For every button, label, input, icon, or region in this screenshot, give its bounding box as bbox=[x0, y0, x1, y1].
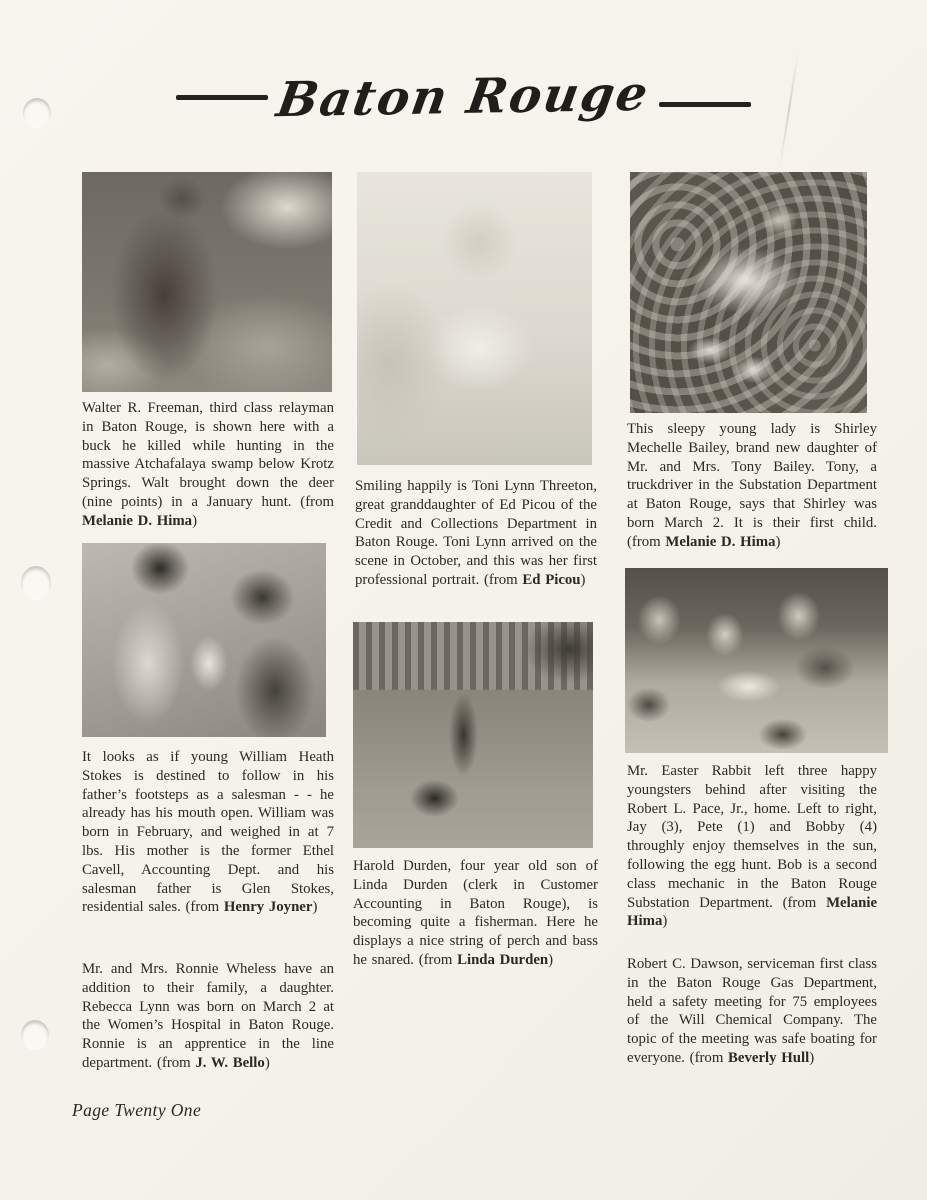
caption-durden-from: (from bbox=[418, 951, 453, 968]
caption-stokes bbox=[82, 748, 334, 917]
caption-threeton bbox=[355, 477, 597, 590]
caption-bailey-close: ) bbox=[775, 533, 781, 550]
credit-name: Ed Picou bbox=[522, 571, 581, 588]
caption-threeton-from: (from bbox=[483, 571, 518, 588]
caption-dawson-from: (from bbox=[689, 1049, 724, 1066]
page-footer: Page Twenty One bbox=[72, 1100, 202, 1120]
punch-hole-middle bbox=[21, 566, 51, 600]
photo-freeman-deer bbox=[82, 172, 332, 392]
caption-dawson-body: Robert C. Dawson, serviceman first class in the Baton Rouge Gas Department, held a safety meeting for 75 employees of the Will Chemical Company. The topic of the meeting was safe boating for everyone. bbox=[627, 956, 877, 1066]
credit-name: Henry Joyner bbox=[223, 899, 313, 916]
caption-bailey-body: This sleepy young lady is Shirley Mechelle Bailey, brand new daughter of Mr. and Mrs. Tony Bailey. Tony, a truckdriver in the Substation Department at Baton Rouge, says that Shirley was born March 2. It is their first child. bbox=[627, 421, 877, 531]
caption-threeton-close: ) bbox=[580, 571, 586, 588]
caption-dawson-close: ) bbox=[809, 1049, 815, 1066]
caption-pace-from: (from bbox=[782, 894, 817, 911]
photo-pace-easter-children bbox=[625, 568, 888, 753]
caption-wheless bbox=[82, 960, 334, 1073]
caption-freeman bbox=[82, 399, 334, 531]
photo-threeton-baby bbox=[357, 172, 592, 465]
caption-wheless-close: ) bbox=[264, 1054, 270, 1071]
credit-name: Linda Durden bbox=[457, 951, 549, 968]
credit-name: Melanie Hima bbox=[627, 894, 878, 930]
caption-stokes-close: ) bbox=[312, 899, 318, 916]
caption-pace-body: Mr. Easter Rabbit left three happy youngsters behind after visiting the Robert L. Pace, Jr., home. Left to right, Jay (3), Pete (1) and Bobby (4) throughly enjoy themselves in the sun, following the egg hunt. Bob is a second class mechanic in the Baton Rouge Substation Department. bbox=[627, 763, 877, 911]
caption-wheless-from: (from bbox=[156, 1054, 191, 1071]
credit-name: Beverly Hull bbox=[728, 1049, 810, 1066]
caption-pace bbox=[627, 762, 877, 931]
caption-dawson bbox=[627, 955, 877, 1068]
caption-stokes-body: It looks as if young William Heath Stokes is destined to follow in his father’s footsteps as a salesman - - he already has his mouth open. William was born in February, and weighed in at 7 lbs. His mother is the former Ethel Cavell, Accounting Dept. and his salesman father is Glen Stokes, residential sales. bbox=[82, 749, 334, 916]
caption-bailey-from: (from bbox=[627, 533, 661, 550]
title-rule-left bbox=[176, 95, 268, 100]
photo-bailey-sleeping-baby bbox=[630, 172, 867, 413]
caption-durden-body: Harold Durden, four year old son of Linda Durden (clerk in Customer Accounting in Baton Rouge), is becoming quite a fisherman. Here he displays a nice string of perch and bass he snared. bbox=[353, 858, 598, 968]
caption-durden-close: ) bbox=[548, 951, 554, 968]
caption-wheless-body: Mr. and Mrs. Ronnie Wheless have an addition to their family, a daughter. Rebecca Lynn was born on March 2 at the Women’s Hospital in Baton Rouge. Ronnie is an apprentice in the line department. bbox=[82, 961, 334, 1071]
credit-name: Melanie D. Hima bbox=[82, 512, 193, 529]
punch-hole-bottom bbox=[21, 1020, 49, 1050]
caption-threeton-body: Smiling happily is Toni Lynn Threeton, great granddaughter of Ed Picou of the Credit and Collections Department in Baton Rouge. Toni Lynn arrived on the scene in October, and this was her first professional portrait. bbox=[355, 478, 597, 588]
caption-stokes-from: (from bbox=[185, 899, 220, 916]
page-header bbox=[0, 58, 927, 136]
caption-freeman-close: ) bbox=[192, 512, 198, 529]
caption-freeman-body: Walter R. Freeman, third class relayman in Baton Rouge, is shown here with a buck he killed while hunting in the massive Atchafalaya swamp below Krotz Springs. Walt brought down the deer (nine points) in a January hunt. bbox=[82, 400, 334, 510]
caption-durden bbox=[353, 857, 598, 970]
photo-stokes-family bbox=[82, 543, 326, 737]
photo-durden-boy-dog bbox=[353, 622, 593, 848]
caption-freeman-from: (from bbox=[300, 493, 334, 510]
title-rule-right bbox=[659, 102, 751, 107]
caption-pace-close: ) bbox=[662, 913, 668, 930]
credit-name: Melanie D. Hima bbox=[665, 533, 776, 550]
page-title: Baton Rouge bbox=[273, 65, 654, 129]
credit-name: J. W. Bello bbox=[195, 1054, 265, 1071]
caption-bailey bbox=[627, 420, 877, 552]
